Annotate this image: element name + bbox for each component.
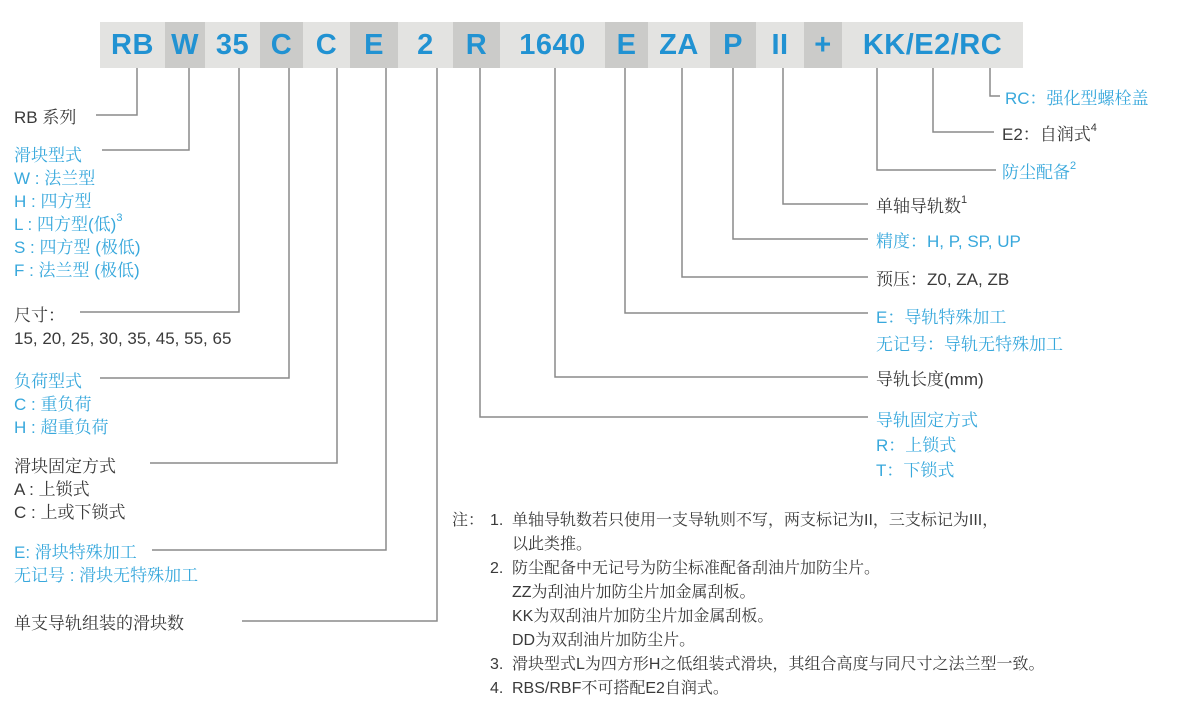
connector-e2 [933,68,994,132]
label-slider-type-s: S : 四方型 (极低) [14,238,141,257]
connector-slider-type [102,68,189,150]
label-slider-machining-none: 无记号 : 滑块无特殊加工 [14,566,199,585]
label-preload [876,268,1009,291]
notes-block [452,509,1044,701]
label-slider-mounting-title: 滑块固定方式 [14,457,116,476]
label-slider-type-f: F : 法兰型 (极低) [14,261,140,280]
label-sliders-per-rail [14,612,184,635]
notes-prefix: 注： [452,512,485,529]
label-slider-machining [14,541,198,587]
connector-preload [682,68,868,277]
code-segment-35: 35 [205,22,260,68]
label-rail-mounting-title: 导轨固定方式 [876,411,978,430]
label-load-type-title: 负荷型式 [14,372,82,391]
label-dustproof-title: 防尘配备$^2$ [1002,160,1077,182]
label-rail-mounting [876,408,978,483]
code-segment-1640: 1640 [500,22,605,68]
code-segment-kk-e2-rc: KK/E2/RC [842,22,1023,68]
label-rail-length [876,368,984,391]
connector-dustproof [877,68,996,170]
label-slider-mounting [14,455,125,524]
label-sliders-per-rail-title: 单支导轨组装的滑块数 [14,614,184,633]
label-slider-type-w: W : 法兰型 [14,169,96,188]
connector-rb-series [96,68,137,115]
code-segment-2: 2 [398,22,453,68]
code-segment-plus: + [804,22,842,68]
note-line: 以此类推。 [512,536,593,553]
code-segment-c-mount: C [303,22,350,68]
label-slider-type [14,144,141,282]
note-line: ZZ为刮油片加防尘片加金属刮板。 [512,584,756,601]
label-slider-mounting-c: C : 上或下锁式 [14,503,126,522]
note-line: KK为双刮油片加防尘片加金属刮板。 [512,608,774,625]
label-rb-series-title: RB 系列 [14,108,77,127]
code-segment-rb: RB [100,22,165,68]
code-segment-c-load: C [260,22,303,68]
label-precision-title: 精度：H, P, SP, UP [876,232,1021,251]
connector-rails-count [783,68,868,204]
note-line: 注： 1. 单轴导轨数若只使用一支导轨则不写，两支标记为II，三支标记为III， [452,509,1044,533]
connector-rc [990,68,1000,96]
label-rail-mounting-t: T：下锁式 [876,461,955,480]
connector-rail-mounting [480,68,868,417]
code-segment-r: R [453,22,500,68]
label-load-type-h: H : 超重负荷 [14,418,109,437]
label-rail-mounting-r: R：上锁式 [876,436,957,455]
label-load-type-c: C : 重负荷 [14,395,92,414]
label-precision [876,230,1021,253]
code-segment-e-slider: E [350,22,398,68]
label-slider-type-title: 滑块型式 [14,146,82,165]
label-rails-count [876,195,967,218]
connector-sliders-per-rail [242,68,437,621]
note-line: 3. 滑块型式L为四方形H之低组装式滑块，其组合高度与同尺寸之法兰型一致。 [490,656,1045,673]
label-slider-machining-title: E: 滑块特殊加工 [14,543,137,562]
label-load-type [14,370,108,439]
label-size-title: 尺寸： [14,306,65,325]
label-rb-series [14,106,76,129]
label-rail-machining-title: E：导轨特殊加工 [876,308,1007,327]
model-code-bar [100,22,1023,68]
label-slider-type-h: H : 四方型 [14,192,92,211]
label-rail-machining [876,304,1063,358]
label-slider-mounting-a: A : 上锁式 [14,480,90,499]
label-rails-count-title: 单轴导轨数$^1$ [876,194,968,216]
label-slider-type-l: L : 四方型(低)$^3$ [14,212,123,234]
note-line: 4. RBS/RBF不可搭配E2自润式。 [490,680,729,697]
label-rail-length-title: 导轨长度(mm) [876,370,984,389]
label-preload-title: 预压：Z0, ZA, ZB [876,270,1010,289]
code-segment-e-rail: E [605,22,648,68]
code-segment-za: ZA [648,22,710,68]
label-size-values: 15, 20, 25, 30, 35, 45, 55, 65 [14,329,232,348]
code-segment-w: W [165,22,205,68]
note-line: 2. 防尘配备中无记号为防尘标准配备刮油片加防尘片。 [490,560,881,577]
code-segment-ii: II [756,22,804,68]
label-rail-machining-none: 无记号：导轨无特殊加工 [876,335,1063,354]
label-dustproof [1002,161,1076,184]
connector-precision [733,68,868,239]
label-rc [1005,87,1149,110]
label-rc-title: RC：强化型螺栓盖 [1005,89,1149,108]
code-segment-p: P [710,22,756,68]
note-line: DD为双刮油片加防尘片。 [512,632,696,649]
label-e2 [1002,123,1097,146]
connector-rail-length [555,68,868,377]
label-size [14,304,231,350]
label-e2-title: E2：自润式$^4$ [1002,122,1097,144]
connector-slider-mounting [150,68,337,463]
